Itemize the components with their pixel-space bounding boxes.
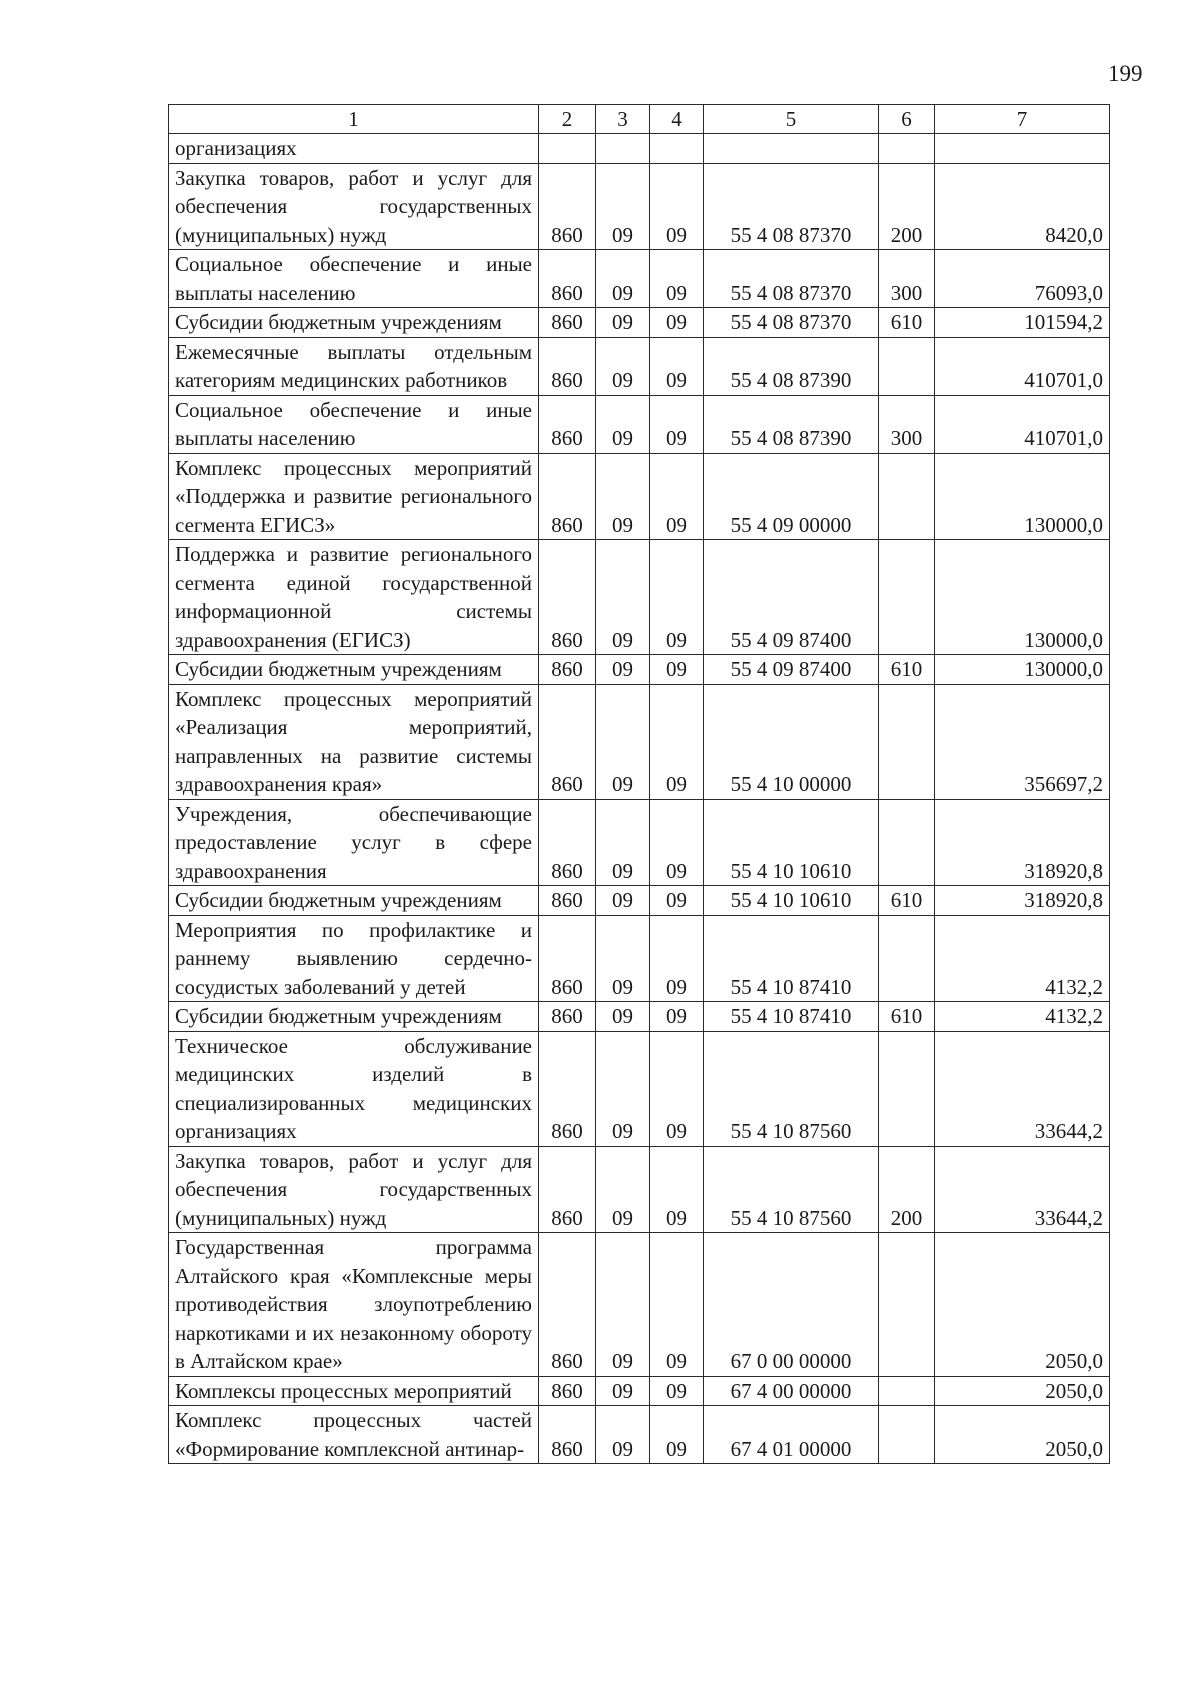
cell-amount: 2050,0 <box>935 1376 1110 1406</box>
cell-ministry-code: 860 <box>539 1233 596 1377</box>
cell-target-article: 55 4 08 87370 <box>704 308 879 338</box>
cell-expense-type <box>879 1376 935 1406</box>
cell-ministry-code: 860 <box>539 886 596 916</box>
cell-section: 09 <box>596 1146 650 1233</box>
cell-amount: 130000,0 <box>935 655 1110 685</box>
cell-expense-type: 200 <box>879 1146 935 1233</box>
cell-expense-type: 300 <box>879 250 935 308</box>
cell-section: 09 <box>596 655 650 685</box>
cell-target-article: 55 4 10 87560 <box>704 1146 879 1233</box>
column-header-1: 1 <box>169 105 539 134</box>
cell-name: Учреждения, обеспечивающие предоставление услуг в сфере здравоохранения <box>169 799 539 886</box>
cell-name: Социальное обеспечение и иные выплаты населению <box>169 395 539 453</box>
cell-amount: 76093,0 <box>935 250 1110 308</box>
cell-expense-type: 200 <box>879 163 935 250</box>
cell-ministry-code: 860 <box>539 540 596 655</box>
cell-expense-type <box>879 453 935 540</box>
cell-target-article <box>704 134 879 164</box>
cell-section: 09 <box>596 540 650 655</box>
cell-section: 09 <box>596 915 650 1002</box>
cell-expense-type <box>879 1233 935 1377</box>
cell-subsection: 09 <box>650 250 704 308</box>
cell-amount: 101594,2 <box>935 308 1110 338</box>
cell-ministry-code <box>539 134 596 164</box>
table-body <box>169 134 1110 1464</box>
table-row <box>169 1146 1110 1233</box>
cell-expense-type: 610 <box>879 655 935 685</box>
cell-expense-type <box>879 1406 935 1464</box>
column-header-7: 7 <box>935 105 1110 134</box>
table-header-row <box>169 105 1110 134</box>
cell-name: Субсидии бюджетным учреждениям <box>169 1002 539 1032</box>
cell-subsection: 09 <box>650 1146 704 1233</box>
cell-name: Субсидии бюджетным учреждениям <box>169 655 539 685</box>
cell-ministry-code: 860 <box>539 308 596 338</box>
cell-ministry-code: 860 <box>539 1376 596 1406</box>
cell-expense-type: 610 <box>879 886 935 916</box>
cell-subsection: 09 <box>650 337 704 395</box>
cell-expense-type <box>879 684 935 799</box>
cell-amount: 2050,0 <box>935 1233 1110 1377</box>
cell-subsection: 09 <box>650 799 704 886</box>
table-row <box>169 540 1110 655</box>
cell-target-article: 67 4 01 00000 <box>704 1406 879 1464</box>
cell-section: 09 <box>596 1031 650 1146</box>
cell-subsection: 09 <box>650 1002 704 1032</box>
cell-amount: 318920,8 <box>935 799 1110 886</box>
cell-ministry-code: 860 <box>539 799 596 886</box>
cell-name: Закупка товаров, работ и услуг для обеспечения государственных (муниципальных) нужд <box>169 163 539 250</box>
cell-amount: 130000,0 <box>935 540 1110 655</box>
table-row <box>169 655 1110 685</box>
cell-amount: 318920,8 <box>935 886 1110 916</box>
cell-target-article: 67 0 00 00000 <box>704 1233 879 1377</box>
cell-subsection: 09 <box>650 453 704 540</box>
cell-section: 09 <box>596 1376 650 1406</box>
cell-name: Комплекс процессных частей «Формирование комплексной антинар- <box>169 1406 539 1464</box>
table-row <box>169 308 1110 338</box>
cell-target-article: 55 4 09 87400 <box>704 655 879 685</box>
cell-section: 09 <box>596 163 650 250</box>
cell-target-article: 55 4 09 87400 <box>704 540 879 655</box>
column-header-3: 3 <box>596 105 650 134</box>
cell-amount <box>935 134 1110 164</box>
cell-target-article: 55 4 10 10610 <box>704 799 879 886</box>
cell-section: 09 <box>596 1233 650 1377</box>
cell-amount: 2050,0 <box>935 1406 1110 1464</box>
cell-expense-type: 610 <box>879 1002 935 1032</box>
cell-section: 09 <box>596 250 650 308</box>
cell-target-article: 55 4 08 87370 <box>704 250 879 308</box>
cell-ministry-code: 860 <box>539 1406 596 1464</box>
cell-ministry-code: 860 <box>539 250 596 308</box>
cell-name: Комплексы процессных мероприятий <box>169 1376 539 1406</box>
cell-subsection: 09 <box>650 163 704 250</box>
cell-subsection: 09 <box>650 395 704 453</box>
cell-expense-type <box>879 799 935 886</box>
table-row <box>169 684 1110 799</box>
cell-target-article: 55 4 10 00000 <box>704 684 879 799</box>
cell-name: Субсидии бюджетным учреждениям <box>169 886 539 916</box>
cell-ministry-code: 860 <box>539 684 596 799</box>
cell-amount: 410701,0 <box>935 395 1110 453</box>
cell-amount: 410701,0 <box>935 337 1110 395</box>
table-row <box>169 1376 1110 1406</box>
page-number: 199 <box>1108 61 1143 86</box>
cell-target-article: 55 4 10 10610 <box>704 886 879 916</box>
cell-name: организациях <box>169 134 539 164</box>
cell-ministry-code: 860 <box>539 1002 596 1032</box>
cell-name: Субсидии бюджетным учреждениям <box>169 308 539 338</box>
cell-subsection: 09 <box>650 915 704 1002</box>
cell-section: 09 <box>596 684 650 799</box>
cell-ministry-code: 860 <box>539 453 596 540</box>
cell-target-article: 67 4 00 00000 <box>704 1376 879 1406</box>
table-row <box>169 337 1110 395</box>
cell-amount: 356697,2 <box>935 684 1110 799</box>
cell-expense-type <box>879 915 935 1002</box>
column-header-6: 6 <box>879 105 935 134</box>
cell-target-article: 55 4 10 87560 <box>704 1031 879 1146</box>
cell-subsection: 09 <box>650 684 704 799</box>
cell-amount: 8420,0 <box>935 163 1110 250</box>
cell-name: Ежемесячные выплаты отдельным категориям медицинских работников <box>169 337 539 395</box>
cell-subsection: 09 <box>650 540 704 655</box>
cell-expense-type: 300 <box>879 395 935 453</box>
cell-target-article: 55 4 08 87370 <box>704 163 879 250</box>
cell-target-article: 55 4 10 87410 <box>704 1002 879 1032</box>
table-row <box>169 395 1110 453</box>
cell-ministry-code: 860 <box>539 395 596 453</box>
cell-section: 09 <box>596 337 650 395</box>
cell-ministry-code: 860 <box>539 915 596 1002</box>
cell-amount: 4132,2 <box>935 1002 1110 1032</box>
cell-subsection: 09 <box>650 1376 704 1406</box>
table-row <box>169 799 1110 886</box>
cell-name: Комплекс процессных мероприятий «Поддержка и развитие регионального сегмента ЕГИСЗ» <box>169 453 539 540</box>
cell-name: Социальное обеспечение и иные выплаты населению <box>169 250 539 308</box>
cell-name: Техническое обслуживание медицинских изделий в специализированных медицинских организациях <box>169 1031 539 1146</box>
column-header-4: 4 <box>650 105 704 134</box>
cell-target-article: 55 4 10 87410 <box>704 915 879 1002</box>
table-row <box>169 163 1110 250</box>
table-row <box>169 134 1110 164</box>
cell-amount: 130000,0 <box>935 453 1110 540</box>
cell-ministry-code: 860 <box>539 337 596 395</box>
cell-target-article: 55 4 08 87390 <box>704 395 879 453</box>
cell-section <box>596 134 650 164</box>
cell-name: Закупка товаров, работ и услуг для обеспечения государственных (муниципальных) нужд <box>169 1146 539 1233</box>
cell-subsection: 09 <box>650 1031 704 1146</box>
cell-amount: 4132,2 <box>935 915 1110 1002</box>
cell-amount: 33644,2 <box>935 1031 1110 1146</box>
cell-name: Комплекс процессных мероприятий «Реализация мероприятий, направленных на развитие системы здравоохранения края» <box>169 684 539 799</box>
cell-section: 09 <box>596 886 650 916</box>
table-row <box>169 1031 1110 1146</box>
cell-subsection: 09 <box>650 655 704 685</box>
cell-name: Поддержка и развитие регионального сегмента единой государственной информационной системы здравоохранения (ЕГИСЗ) <box>169 540 539 655</box>
cell-ministry-code: 860 <box>539 1146 596 1233</box>
cell-ministry-code: 860 <box>539 655 596 685</box>
table-row <box>169 1002 1110 1032</box>
table-row <box>169 915 1110 1002</box>
cell-section: 09 <box>596 799 650 886</box>
cell-expense-type <box>879 540 935 655</box>
cell-subsection: 09 <box>650 308 704 338</box>
cell-expense-type <box>879 337 935 395</box>
cell-name: Государственная программа Алтайского края «Комплексные меры противодействия злоупотреблению наркотиками и их незаконному обороту в Алтайском крае» <box>169 1233 539 1377</box>
table-row <box>169 1233 1110 1377</box>
cell-section: 09 <box>596 1002 650 1032</box>
cell-ministry-code: 860 <box>539 163 596 250</box>
cell-section: 09 <box>596 453 650 540</box>
cell-expense-type <box>879 134 935 164</box>
budget-table <box>168 104 1110 1464</box>
table-row <box>169 453 1110 540</box>
cell-section: 09 <box>596 1406 650 1464</box>
cell-target-article: 55 4 08 87390 <box>704 337 879 395</box>
cell-subsection <box>650 134 704 164</box>
cell-expense-type <box>879 1031 935 1146</box>
cell-section: 09 <box>596 308 650 338</box>
cell-subsection: 09 <box>650 886 704 916</box>
column-header-5: 5 <box>704 105 879 134</box>
cell-subsection: 09 <box>650 1406 704 1464</box>
cell-subsection: 09 <box>650 1233 704 1377</box>
column-header-2: 2 <box>539 105 596 134</box>
cell-target-article: 55 4 09 00000 <box>704 453 879 540</box>
table-row <box>169 1406 1110 1464</box>
table-row <box>169 250 1110 308</box>
table-row <box>169 886 1110 916</box>
cell-section: 09 <box>596 395 650 453</box>
cell-expense-type: 610 <box>879 308 935 338</box>
cell-ministry-code: 860 <box>539 1031 596 1146</box>
cell-amount: 33644,2 <box>935 1146 1110 1233</box>
cell-name: Мероприятия по профилактике и раннему выявлению сердечно-сосудистых заболеваний у детей <box>169 915 539 1002</box>
